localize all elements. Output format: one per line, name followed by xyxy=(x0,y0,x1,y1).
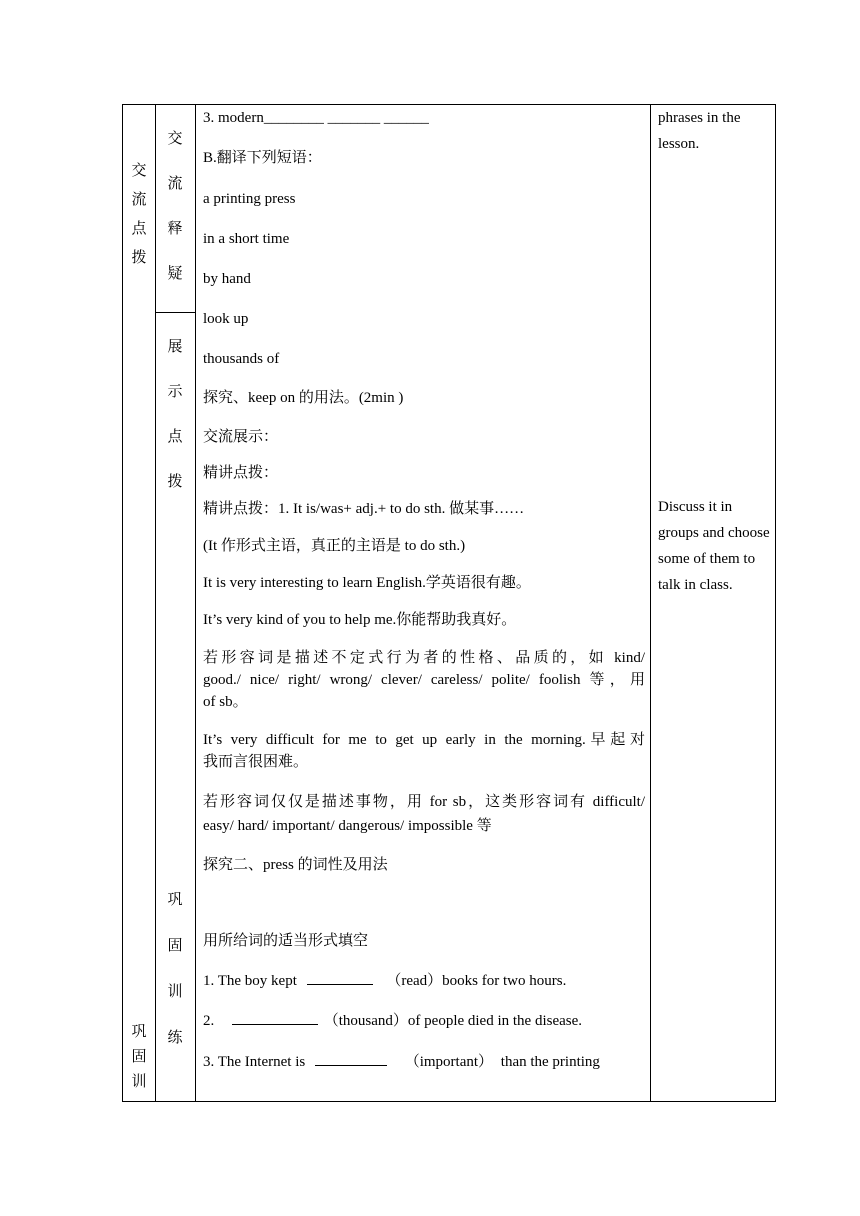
example-sentence: It’s very kind of you to help me.你能帮助我真好。 xyxy=(203,612,517,628)
table-bottom-border xyxy=(122,1101,776,1102)
grammar-rule-1: 精讲点拨：1. It is/was+ adj.+ to do sth. 做某事…… xyxy=(203,501,525,517)
grammar-rule-3: 若形容词仅仅是描述事物，用 for sb，这类形容词有 difficult/ xyxy=(203,794,645,810)
phrase-item: by hand xyxy=(203,271,251,287)
subsection-label-discuss: 交 流 释 疑 xyxy=(167,129,183,282)
table-right-border xyxy=(775,104,776,1102)
exchange-show-heading: 交流展示： xyxy=(203,429,279,445)
grammar-rule-2: good./ nice/ right/ wrong/ clever/ careless/ polite/ foolish 等，用 xyxy=(203,672,645,688)
exercise-question-3: 3. The Internet is （important） than the printing xyxy=(203,1054,600,1070)
table-left-border xyxy=(122,104,123,1102)
section-label-consolidate: 巩 固 训 xyxy=(131,1022,147,1090)
explore-keep-on: 探究、keep on 的用法。(2min ) xyxy=(203,390,404,406)
example-sentence: It is very interesting to learn English.学英语很有趣。 xyxy=(203,575,531,591)
subsection-label-practice: 巩 固 训 练 xyxy=(167,890,183,1046)
phrase-item: look up xyxy=(203,311,249,327)
grammar-rule-1-note: (It 作形式主语，真正的主语是 to do sth.) xyxy=(203,538,466,554)
exercise-question-1: 1. The boy kept （read）books for two hours. xyxy=(203,973,567,989)
translate-heading: B.翻译下列短语： xyxy=(203,150,322,166)
col1-divider xyxy=(155,104,156,1102)
grammar-rule-3: easy/ hard/ important/ dangerous/ impossible 等 xyxy=(203,818,492,834)
explore-press: 探究二、press 的词性及用法 xyxy=(203,857,388,873)
example-sentence: It’s very difficult for me to get up early in the morning.早起对 xyxy=(203,732,645,748)
section-label-exchange: 交 流 点 拨 xyxy=(131,161,147,266)
phrase-item: thousands of xyxy=(203,351,280,367)
phrase-item: a printing press xyxy=(203,191,296,207)
answer-blank[interactable] xyxy=(315,1065,387,1066)
key-points-heading: 精讲点拨： xyxy=(203,465,279,481)
phrase-item: in a short time xyxy=(203,231,290,247)
exercise-question-2: 2. （thousand）of people died in the disease. xyxy=(203,1013,583,1029)
grammar-rule-2: of sb。 xyxy=(203,694,248,710)
col2-divider xyxy=(195,104,196,1102)
example-sentence: 我而言很困难。 xyxy=(203,754,309,770)
teacher-note-2: Discuss it in groups and choose some of them to talk in class. xyxy=(658,499,770,593)
grammar-rule-2: 若形容词是描述不定式行为者的性格、品质的，如 kind/ xyxy=(203,650,645,666)
col2-cell-divider xyxy=(155,312,196,313)
teacher-note-1: phrases in the lesson. xyxy=(658,110,741,152)
answer-blank[interactable] xyxy=(307,984,373,985)
col3-divider xyxy=(650,104,651,1102)
subsection-label-show: 展 示 点 拨 xyxy=(167,337,183,490)
fill-in-heading: 用所给词的适当形式填空 xyxy=(203,933,369,949)
answer-blank[interactable] xyxy=(232,1024,318,1025)
modern-line: 3. modern________ _______ ______ xyxy=(203,110,429,126)
